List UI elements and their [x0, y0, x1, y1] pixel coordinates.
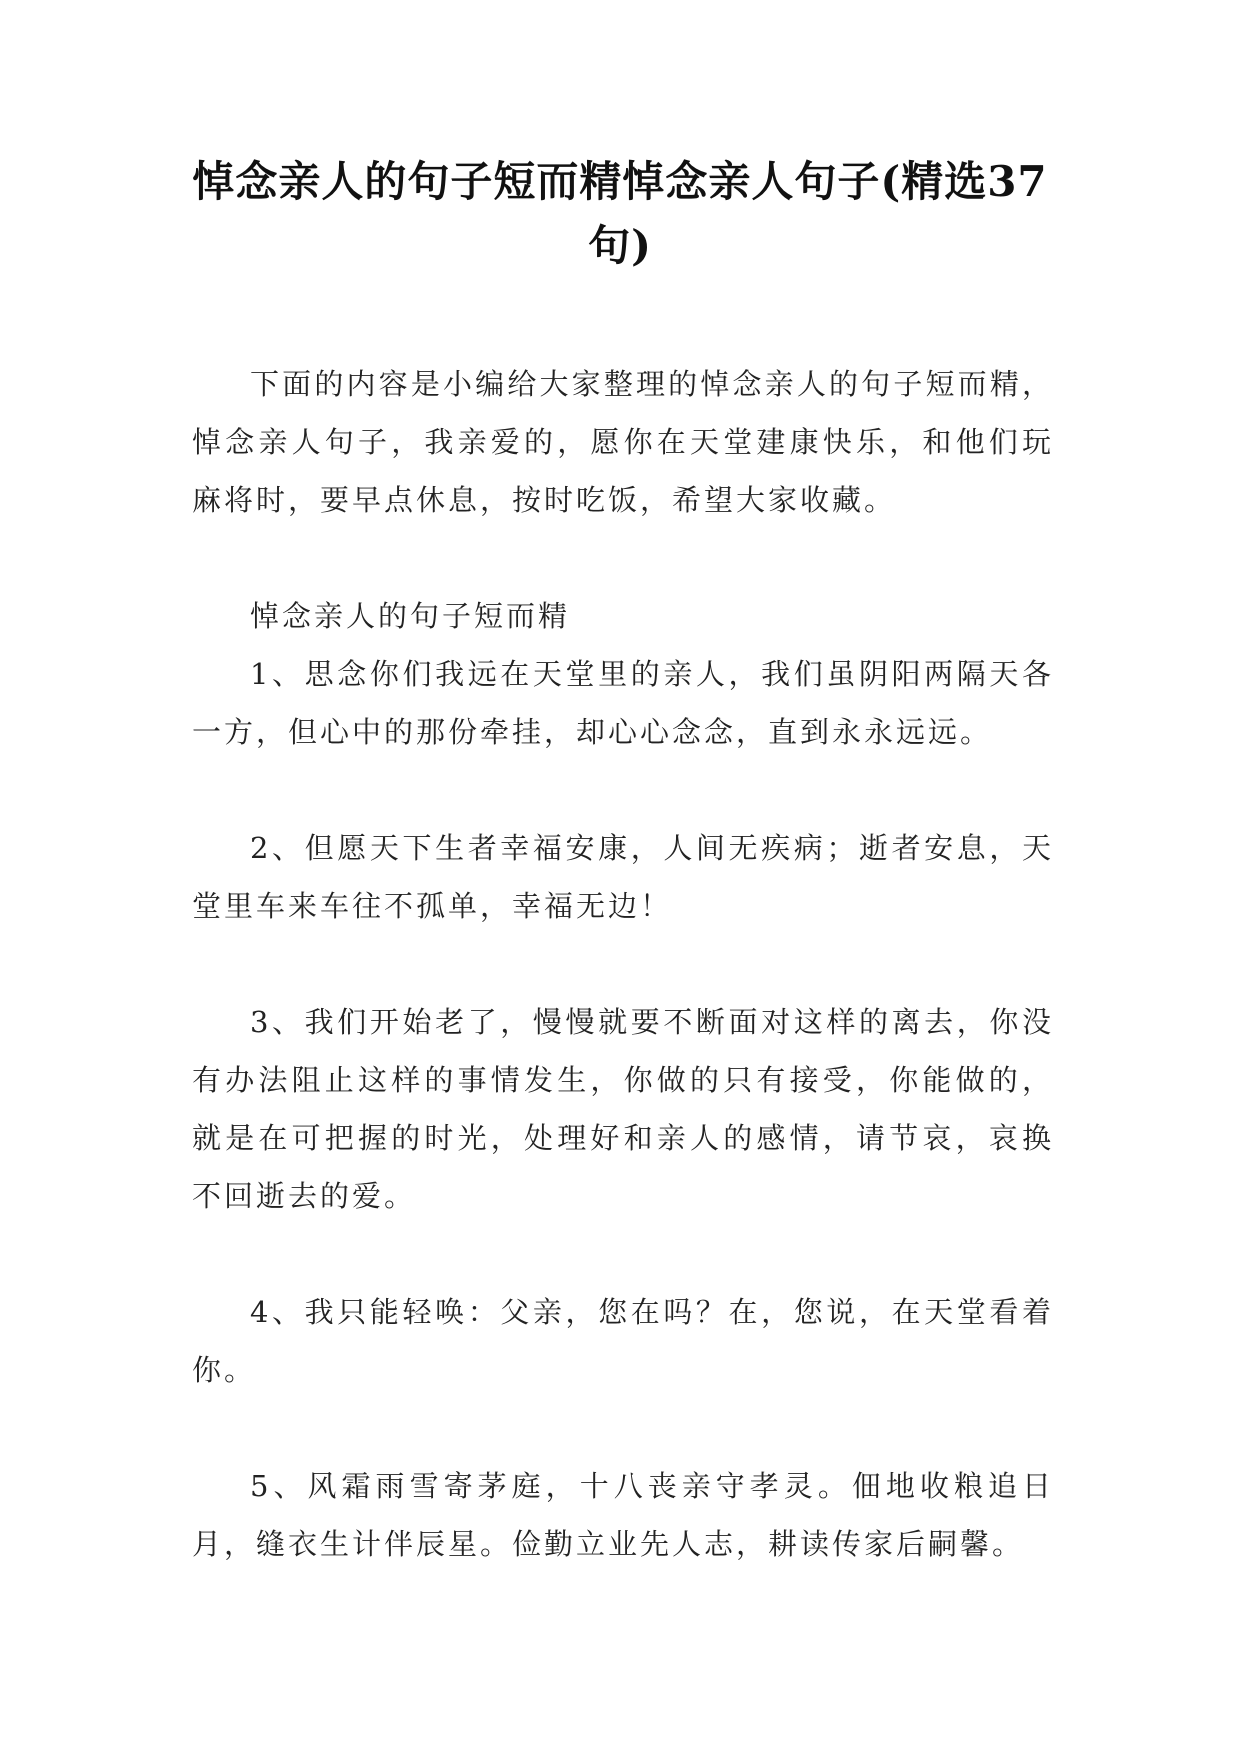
list-item: 5、风霜雨雪寄茅庭，十八丧亲守孝灵。佃地收粮追日月，缝衣生计伴辰星。俭勤立业先人志，耕读传家后嗣馨。: [192, 1469, 1054, 1561]
intro-paragraph: 下面的内容是小编给大家整理的悼念亲人的句子短而精，悼念亲人句子，我亲爱的，愿你在天堂建康快乐，和他们玩麻将时，要早点休息，按时吃饭，希望大家收藏。: [192, 367, 1054, 517]
document-title: 悼念亲人的句子短而精悼念亲人句子(精选37句): [192, 157, 1048, 270]
section-heading: 悼念亲人的句子短而精: [250, 599, 571, 633]
document-body: [192, 355, 1054, 1573]
list-item: 1、思念你们我远在天堂里的亲人，我们虽阴阳两隔天各一方，但心中的那份牵挂，却心心念念，直到永永远远。: [192, 657, 1054, 749]
list-item: 4、我只能轻唤：父亲，您在吗？在，您说，在天堂看着你。: [192, 1295, 1054, 1387]
list-item: 2、但愿天下生者幸福安康，人间无疾病；逝者安息，天堂里车来车往不孤单，幸福无边！: [192, 831, 1054, 923]
list-item: 3、我们开始老了，慢慢就要不断面对这样的离去，你没有办法阻止这样的事情发生，你做的只有接受，你能做的，就是在可把握的时光，处理好和亲人的感情，请节哀，哀换不回逝去的爱。: [192, 1005, 1054, 1213]
